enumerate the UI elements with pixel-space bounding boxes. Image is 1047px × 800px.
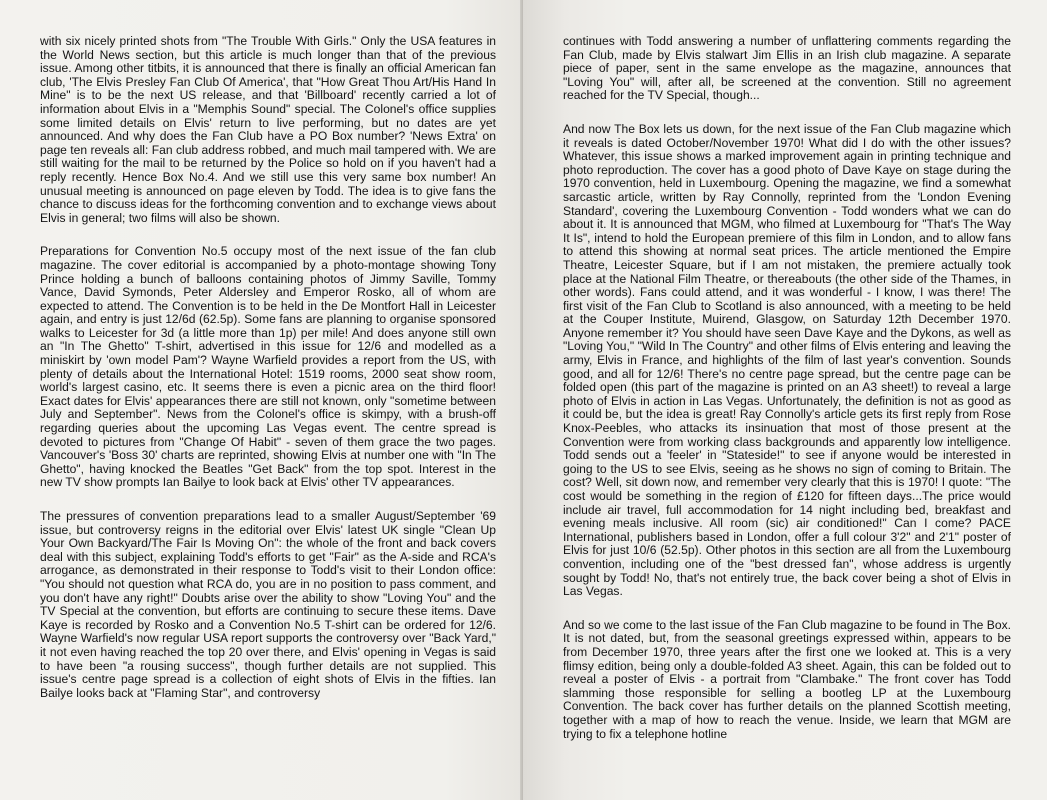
left-paragraph-2: Preparations for Convention No.5 occupy most of the next issue of the fan club magazine. The cover editorial is accompanied by a photo-montage showing Tony Prince holding a bunch of balloons containing photos of Jimmy Saville, Tommy Vance, David Symonds, Peter Aldersley and Emperor Rosko, all of whom are expected to attend. The Convention is to be held in the De Montfort Hall in Leicester again, and entry is just 12/6d (62.5p). Some fans are planning to organise sponsored walks to Leicester for 3d (a little more than 1p) per mile! And does anyone still own an "In The Ghetto" T-shirt, advertised in this issue for 12/6 and modelled as a miniskirt by 'own model Pam'? Wayne Warfield provides a report from the US, with plenty of details about the International Hotel: 1519 rooms, 2000 seat show room, world's largest casino, etc. It seems there is even a picnic area on the third floor! Exact dates for Elvis' appearances there are still not known, only "sometime between July and September". News from the Colonel's office is skimpy, with a brush-off regarding queries about the upcoming Las Vegas event. The centre spread is devoted to pictures from "Change Of Habit" - seven of them grace the two pages. Vancouver's 'Boss 30' charts are reprinted, showing Elvis at number one with "In The Ghetto", having knocked the Beatles "Get Back" from the top spot. Interest in the new TV show prompts Ian Bailye to look back at Elvis' other TV appearances. (40, 244, 496, 490)
left-paragraph-3: The pressures of convention preparations lead to a smaller August/September '69 issue, but controversy reigns in the editorial over Elvis' latest UK single "Clean Up Your Own Backyard/The Fair Is Moving On": the whole of the front and back covers deal with this subject, explaining Todd's efforts to get "Fair" as the A-side and RCA's arrogance, as demonstrated in their response to Todd's visit to their London office: "You should not question what RCA do, you are in no position to pass comment, and you don't have any right!" Doubts arise over the ability to show "Loving You" and the TV Special at the convention, but efforts are continuing to secure these items. Dave Kaye is recorded by Rosko and a Convention No.5 T-shirt can be ordered for 12/6. Wayne Warfield's now regular USA report supports the controversy over "Back Yard," it not even having reached the top 20 over there, and Elvis' opening in Vegas is said to have been "a rousing success", though further details are not supplied. This issue's centre page spread is a collection of eight shots of Elvis in the fifties. Ian Bailye looks back at "Flaming Star", and controversy (40, 509, 496, 700)
left-page (0, 0, 523, 800)
right-paragraph-2: And now The Box lets us down, for the next issue of the Fan Club magazine which it reveals is dated October/November 1970! What did I do with the other issues? Whatever, this issue shows a marked improvement again in printing technique and photo reproduction. The cover has a good photo of Dave Kaye on stage during the 1970 convention, held in Luxembourg. Opening the magazine, we find a somewhat sarcastic article, written by Ray Connolly, reprinted from the 'London Evening Standard', covering the Luxembourg Convention - Todd wonders what we can do about it. It is announced that MGM, who filmed at Luxembourg for "That's The Way It Is", intend to hold the European premiere of this film in London, and to allow fans to attend this showing at normal seat prices. The article mentioned the Empire Theatre, Leicester Square, but if I am not mistaken, the premiere actually took place at the National Film Theatre, or thereabouts (the other side of the Thames, in other words). Fans could attend, and it was wonderful - I know, I was there! The first visit of the Fan Club to Scotland is also announced, with a meeting to be held at the Couper Institute, Muirend, Glasgow, on Saturday 12th December 1970. Anyone remember it? You should have seen Dave Kaye and the Dykons, as well as "Loving You," "Wild In The Country" and other films of Elvis entering and leaving the army, Elvis in France, and highlights of the film of last year's convention. Sounds good, and all for 12/6! There's no centre page spread, but the centre page can be folded open (this part of the magazine is printed on an A3 sheet!) to reveal a large photo of Elvis in action in Las Vegas. Unfortunately, the definition is not as good as it could be, but the idea is great! Ray Connolly's article gets its first reply from Rose Knox-Peebles, who attacks its insinuation that most of those present at the Convention were from working class backgrounds and apparently low intelligence. Todd sends out a 'feeler' in "Stateside!" to see if anyone would be interested in going to the US to see Elvis, seeing as he shows no sign of coming to Britain. The cost? Well, sit down now, and remember very clearly that this is 1970! I quote: "The cost would be something in the region of £120 for fifteen days...The price would include air travel, full accommodation for 14 night including bed, breakfast and evening meals inclusive. All room (sic) air conditioned!" Can I come? PACE International, publishers based in London, offer a full colour 3'2" and 2'1" poster of Elvis for just 10/6 (52.5p). Other photos in this section are all from the Luxembourg convention, including one of the "best dressed fan", whose address is urgently sought by Todd! No, that's not entirely true, the back cover being a shot of Elvis in Las Vegas. (563, 121, 1011, 599)
left-paragraph-1: with six nicely printed shots from "The Trouble With Girls." Only the USA features in the World News section, but this article is much longer than that of the previous issue. Among other titbits, it is announced that there is finally an official American fan club, 'The Elvis Presley Fan Club Of America', that "How Great Thou Art/His Hand In Mine" is to be the next US release, and that 'Billboard' recently carried a lot of information about Elvis in a "Memphis Sound" special. The Colonel's office supplies some limited details on Elvis' return to live performing, but no dates are yet announced. And why does the Fan Club have a PO Box number? 'News Extra' on page ten reveals all: Fan club address robbed, and much mail tampered with. We are still waiting for the mail to be returned by the Police so hold on if you haven't had a reply recently. Hence Box No.4. And we still use this very same box number! An unusual meeting is announced on page eleven by Todd. The idea is to give fans the chance to discuss ideas for the forthcoming convention and to exchange views about Elvis in general; two films will also be shown. (40, 34, 496, 225)
right-text-column (563, 35, 1011, 755)
left-text-column (40, 35, 496, 714)
right-page (523, 0, 1047, 800)
right-paragraph-3: And so we come to the last issue of the Fan Club magazine to be found in The Box. It is not dated, but, from the seasonal greetings expressed within, appears to be from December 1970, three years after the first one we looked at. This is a very flimsy edition, being only a double-folded A3 sheet. Again, this can be folded out to reveal a poster of Elvis - a portrait from "Clambake." The front cover has Todd slamming those responsible for selling a bootleg LP at the Luxembourg Convention. The back cover has further details on the planned Scottish meeting, together with a map of how to reach the venue. Inside, we learn that MGM are trying to fix a telephone hotline (563, 617, 1011, 741)
right-paragraph-1: continues with Todd answering a number of unflattering comments regarding the Fan Club, made by Elvis stalwart Jim Ellis in an Irish club magazine. A separate piece of paper, sent in the same envelope as the magazine, announces that "Loving You" will, after all, be screened at the convention. Still no agreement reached for the TV Special, though... (563, 34, 1011, 103)
